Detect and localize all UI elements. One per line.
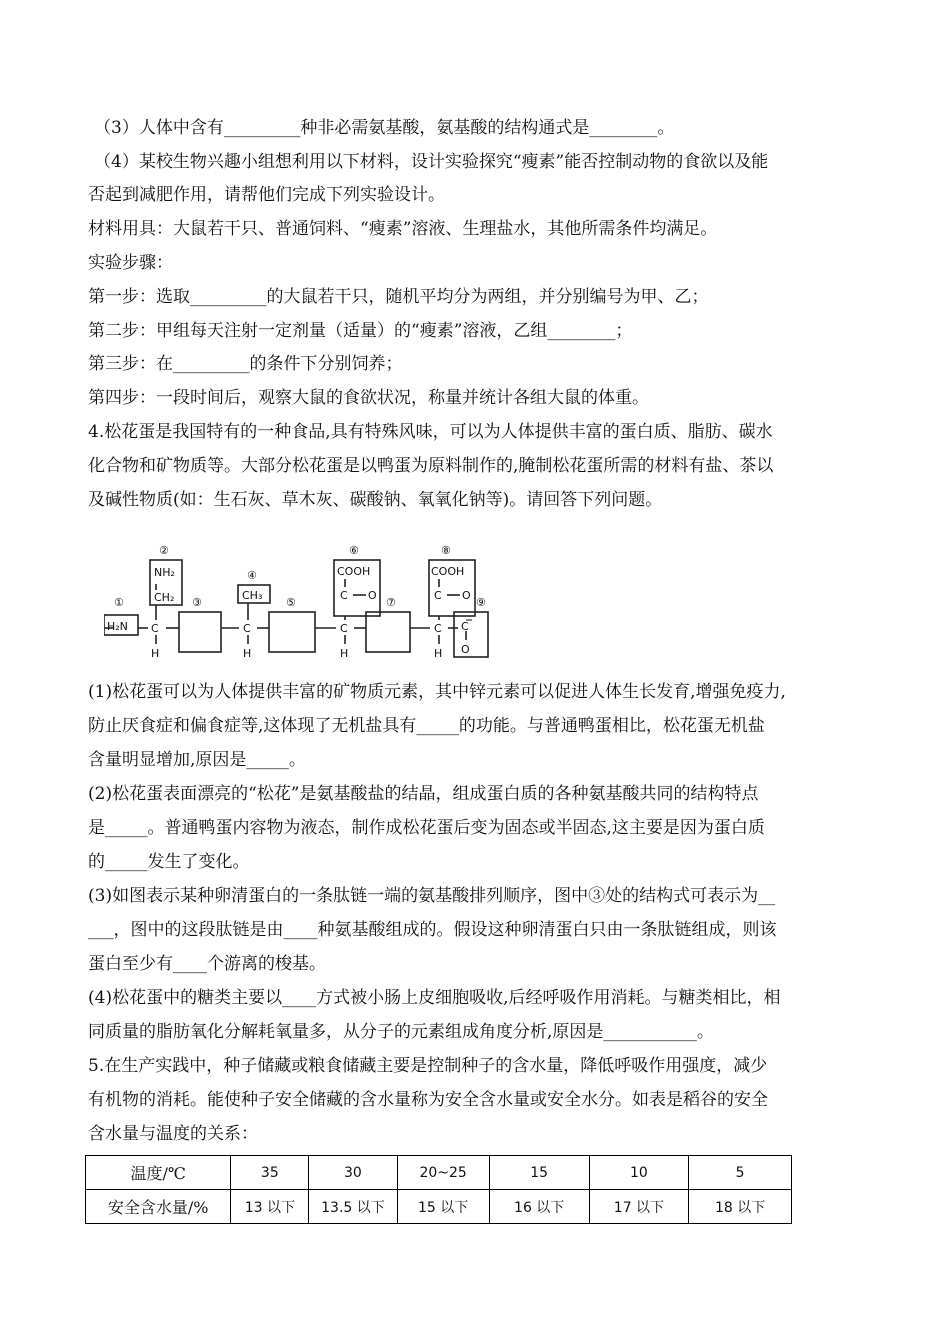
table-cell: 10 <box>589 1156 689 1190</box>
text-line: 实验步骤： <box>88 253 173 273</box>
text-line: 第一步：选取_________的大鼠若干只，随机平均分为两组，并分别编号为甲、乙； <box>88 287 709 307</box>
text-line: 材料用具：大鼠若干只、普通饲料、“瘦素”溶液、生理盐水，其他所需条件均满足。 <box>88 219 718 239</box>
table-cell: 17 以下 <box>589 1190 689 1224</box>
cooh-group-1: COOH <box>337 565 371 578</box>
table-cell: 30 <box>309 1156 397 1190</box>
carbonyl-o-2: O <box>462 589 471 602</box>
text-line: 有机物的消耗。能使种子安全储藏的含水量称为安全含水量或安全水分。如表是稻谷的安全 <box>88 1090 768 1110</box>
table-cell: 温度/℃ <box>86 1156 231 1190</box>
label-9: ⑨ <box>476 596 486 609</box>
table-cell: 5 <box>689 1156 792 1190</box>
alpha-carbon-3: C <box>340 622 348 635</box>
text-line: 及碱性物质(如：生石灰、草木灰、碳酸钠、氧氧化钠等)。请回答下列问题。 <box>88 490 663 510</box>
label-7: ⑦ <box>386 596 396 609</box>
ch2-group: CH₂ <box>154 591 175 604</box>
table-cell: 16 以下 <box>489 1190 589 1224</box>
table-cell: 20~25 <box>397 1156 489 1190</box>
text-line: （3）人体中含有_________种非必需氨基酸，氨基酸的结构通式是________。 <box>94 118 675 138</box>
text-line: (1)松花蛋可以为人体提供丰富的矿物质元素，其中锌元素可以促进人体生长发育,增强免疫力, <box>88 682 786 702</box>
question-4-title: 4.松花蛋是我国特有的一种食品,具有特殊风味，可以为人体提供丰富的蛋白质、脂肪、碳水 <box>88 422 773 442</box>
text-line: 第二步：甲组每天注射一定剂量（适量）的“瘦素”溶液，乙组________； <box>88 321 633 341</box>
alpha-carbon-1: C <box>151 622 159 635</box>
carbonyl-c-2: C <box>434 589 442 602</box>
carbonyl-o-1: O <box>368 589 377 602</box>
peptide-chain-diagram <box>104 540 494 665</box>
text-line: 否起到减肥作用，请帮他们完成下列实验设计。 <box>88 185 445 205</box>
terminal-c: C <box>461 620 469 633</box>
terminal-o: O <box>461 643 470 656</box>
h-atom-2: H <box>243 647 252 660</box>
text-line: 防止厌食症和偏食症等,这体现了无机盐具有_____的功能。与普通鸭蛋相比，松花蛋无机盐 <box>88 716 765 736</box>
label-2: ② <box>159 544 169 557</box>
question-5-title: 5.在生产实践中，种子储藏或粮食储藏主要是控制种子的含水量，降低呼吸作用强度，减少 <box>88 1056 768 1076</box>
table-row <box>86 1190 792 1224</box>
ch3-group: CH₃ <box>242 589 263 602</box>
table-cell: 13 以下 <box>231 1190 309 1224</box>
h-atom-3: H <box>340 647 349 660</box>
text-line: 第三步：在_________的条件下分别饲养； <box>88 354 403 374</box>
text-line: 是_____。普通鸭蛋内容物为液态，制作成松花蛋后变为固态或半固态,这主要是因为蛋白质 <box>88 818 765 838</box>
alpha-carbon-2: C <box>243 622 251 635</box>
safe-moisture-table <box>85 1155 792 1224</box>
text-line: 含量明显增加,原因是_____。 <box>88 750 306 770</box>
table-cell: 13.5 以下 <box>309 1190 397 1224</box>
nh2-group: NH₂ <box>154 566 175 579</box>
carbonyl-c-1: C <box>340 589 348 602</box>
text-line: 的_____发生了变化。 <box>88 852 250 872</box>
text-line: 同质量的脂肪氧化分解耗氧量多，从分子的元素组成角度分析,原因是___________。 <box>88 1022 714 1042</box>
table-cell: 安全含水量/% <box>86 1190 231 1224</box>
table-cell: 15 <box>489 1156 589 1190</box>
label-4: ④ <box>247 569 257 582</box>
table-cell: 18 以下 <box>689 1190 792 1224</box>
text-line: 化合物和矿物质等。大部分松花蛋是以鸭蛋为原料制作的,腌制松花蛋所需的材料有盐、茶以 <box>88 456 774 476</box>
table-cell: 35 <box>231 1156 309 1190</box>
table-cell: 15 以下 <box>397 1190 489 1224</box>
label-5: ⑤ <box>286 596 296 609</box>
h-atom-1: H <box>151 647 160 660</box>
h-atom-4: H <box>434 647 443 660</box>
text-line: (2)松花蛋表面漂亮的“松花”是氨基酸盐的结晶，组成蛋白质的各种氨基酸共同的结构特点 <box>88 784 759 804</box>
h2n-group: H₂N <box>107 620 128 633</box>
label-6: ⑥ <box>349 544 359 557</box>
label-3: ③ <box>192 596 202 609</box>
text-line: (4)松花蛋中的糖类主要以____方式被小肠上皮细胞吸收,后经呼吸作用消耗。与糖类相比，相 <box>88 988 781 1008</box>
text-line: （4）某校生物兴趣小组想利用以下材料，设计实验探究“瘦素”能否控制动物的食欲以及能 <box>94 152 769 172</box>
label-1: ① <box>114 596 124 609</box>
text-line: ___，图中的这段肽链是由____种氨基酸组成的。假设这种卵清蛋白只由一条肽链组成，则该 <box>88 920 777 940</box>
label-8: ⑧ <box>441 544 451 557</box>
text-line: (3)如图表示某种卵清蛋白的一条肽链一端的氨基酸排列顺序，图中③处的结构式可表示为__ <box>88 886 776 906</box>
cooh-group-2: COOH <box>431 565 465 578</box>
text-line: 含水量与温度的关系： <box>88 1124 258 1144</box>
text-line: 蛋白至少有____个游离的梭基。 <box>88 954 326 974</box>
alpha-carbon-4: C <box>434 622 442 635</box>
table-row <box>86 1156 792 1190</box>
text-line: 第四步：一段时间后，观察大鼠的食欲状况，称量并统计各组大鼠的体重。 <box>88 388 649 408</box>
